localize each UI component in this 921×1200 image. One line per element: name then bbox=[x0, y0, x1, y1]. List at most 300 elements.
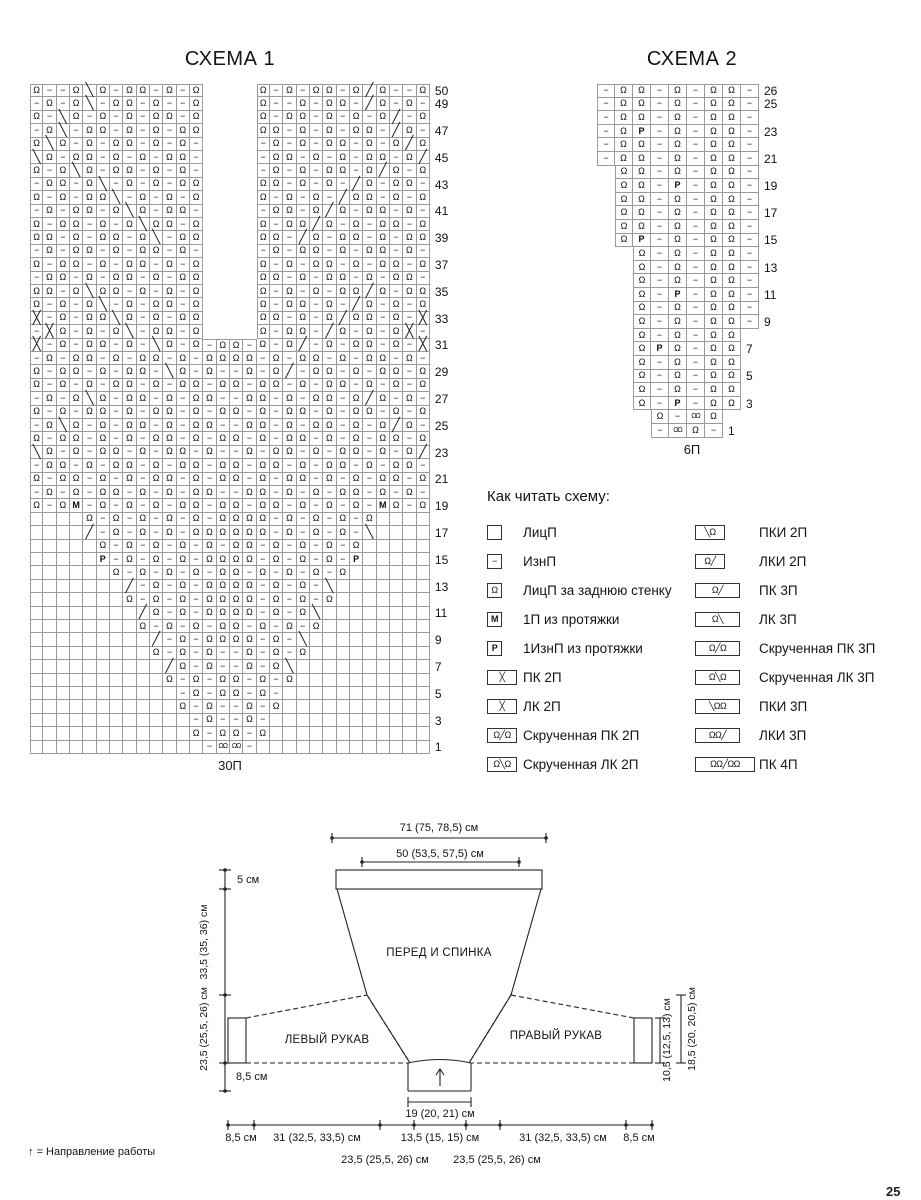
legend-symbol-cell bbox=[695, 728, 759, 743]
chart-cell: ╱ bbox=[363, 392, 376, 405]
chart-cell: Ω bbox=[230, 540, 243, 553]
chart-cell: Ω bbox=[243, 446, 256, 459]
chart-cell: Ω bbox=[615, 179, 633, 193]
chart-cell: Ω bbox=[633, 274, 651, 288]
chart-cell: Ω bbox=[123, 593, 136, 606]
chart-cell bbox=[110, 687, 123, 700]
chart-cell: ╲ bbox=[110, 312, 123, 325]
chart-cell: − bbox=[651, 234, 669, 248]
chart-cell: Ω bbox=[669, 206, 687, 220]
chart-cell: Ω bbox=[43, 124, 56, 137]
chart-cell: Ω bbox=[403, 446, 416, 459]
chart-cell bbox=[123, 674, 136, 687]
chart-cell: Ω bbox=[723, 152, 741, 166]
chart-cell bbox=[390, 674, 403, 687]
chart-cell bbox=[243, 298, 256, 311]
chart-cell: Ω bbox=[283, 258, 296, 271]
row-number: 17 bbox=[764, 206, 778, 221]
chart-cell: Ω bbox=[363, 325, 376, 338]
chart-cell bbox=[97, 700, 110, 713]
chart-cell: Ω bbox=[137, 231, 150, 244]
chart-cell: − bbox=[310, 540, 323, 553]
row-number: 19 bbox=[434, 499, 449, 514]
chart-cell: − bbox=[377, 459, 390, 472]
chart-cell: Ω bbox=[137, 285, 150, 298]
chart-cell: − bbox=[163, 647, 176, 660]
chart-cell: − bbox=[403, 406, 416, 419]
chart-cell bbox=[230, 298, 243, 311]
chart-cell: − bbox=[310, 553, 323, 566]
chart-cell: − bbox=[403, 312, 416, 325]
chart-cell: − bbox=[83, 446, 96, 459]
chart-cell: − bbox=[177, 339, 190, 352]
chart-cell bbox=[97, 580, 110, 593]
chart-cell: Ω bbox=[43, 231, 56, 244]
chart-cell: − bbox=[323, 526, 336, 539]
chart-cell: Ω bbox=[270, 580, 283, 593]
chart-cell bbox=[297, 741, 310, 754]
chart-cell bbox=[403, 700, 416, 713]
chart-cell: − bbox=[217, 660, 230, 673]
chart-cell: Ω bbox=[177, 593, 190, 606]
chart-cell bbox=[230, 205, 243, 218]
chart-cell bbox=[217, 218, 230, 231]
chart-cell: Ω bbox=[257, 285, 270, 298]
chart-cell: Ω bbox=[633, 193, 651, 207]
chart-cell: Ω bbox=[123, 124, 136, 137]
chart-cell: − bbox=[203, 473, 216, 486]
chart-cell: Ω bbox=[705, 166, 723, 180]
chart-cell: Ω bbox=[417, 231, 430, 244]
chart-cell: Ω bbox=[110, 526, 123, 539]
row-number: 25 bbox=[764, 97, 778, 112]
chart-cell: − bbox=[337, 298, 350, 311]
chart-cell: Ω bbox=[163, 419, 176, 432]
row-number: 29 bbox=[434, 365, 449, 380]
chart-cell: − bbox=[70, 124, 83, 137]
chart-cell bbox=[70, 580, 83, 593]
chart-cell: − bbox=[350, 245, 363, 258]
chart-cell: − bbox=[177, 687, 190, 700]
chart-cell: − bbox=[137, 473, 150, 486]
chart-cell: − bbox=[137, 325, 150, 338]
chart-cell: Ω bbox=[323, 178, 336, 191]
chart-cell: Ω bbox=[83, 352, 96, 365]
chart-cell: Ω bbox=[97, 406, 110, 419]
chart-cell bbox=[350, 727, 363, 740]
chart-cell bbox=[137, 674, 150, 687]
chart-cell bbox=[417, 687, 430, 700]
chart-cell: − bbox=[297, 205, 310, 218]
chart-cell bbox=[323, 620, 336, 633]
chart-cell: − bbox=[687, 342, 705, 356]
chart-cell: Ω bbox=[363, 191, 376, 204]
measure-hem-width: 19 (20, 21) см bbox=[405, 1108, 475, 1120]
row-number: 21 bbox=[764, 151, 778, 166]
chart-cell: − bbox=[230, 486, 243, 499]
chart-cell: − bbox=[137, 406, 150, 419]
chart-cell: ╱ bbox=[403, 138, 416, 151]
chart-cell: Ω bbox=[310, 513, 323, 526]
chart-cell bbox=[30, 674, 43, 687]
chart-cell: Ω bbox=[705, 152, 723, 166]
chart-cell: − bbox=[363, 419, 376, 432]
chart-cell: Ω bbox=[257, 499, 270, 512]
chart-cell: Ω bbox=[177, 446, 190, 459]
chart-cell: Ω bbox=[297, 245, 310, 258]
chart-cell: Ω bbox=[123, 499, 136, 512]
chart-cell: Ω bbox=[417, 191, 430, 204]
chart-cell: Ω bbox=[723, 274, 741, 288]
chart-cell bbox=[123, 700, 136, 713]
chart-cell: Ω bbox=[323, 138, 336, 151]
chart-cell: Ω bbox=[150, 124, 163, 137]
chart-cell bbox=[30, 620, 43, 633]
chart-cell: Ω bbox=[177, 138, 190, 151]
chart-cell: Ω bbox=[230, 607, 243, 620]
chart-cell: Ω bbox=[150, 352, 163, 365]
chart-cell: Ω bbox=[723, 247, 741, 261]
chart-cell: Ω bbox=[723, 193, 741, 207]
chart-cell: Ω bbox=[123, 97, 136, 110]
chart-cell bbox=[390, 727, 403, 740]
chart-cell: − bbox=[310, 580, 323, 593]
chart-cell: − bbox=[190, 700, 203, 713]
chart-cell: Ω bbox=[30, 432, 43, 445]
chart-cell: Ω bbox=[177, 660, 190, 673]
chart-cell: − bbox=[97, 151, 110, 164]
chart-cell: Ω bbox=[633, 220, 651, 234]
chart-cell bbox=[597, 315, 615, 329]
chart-cell: Ω bbox=[257, 84, 270, 97]
chart-cell: Ω bbox=[390, 178, 403, 191]
chart-cell: Ω bbox=[337, 566, 350, 579]
chart-cell bbox=[243, 245, 256, 258]
row-number: 9 bbox=[434, 633, 442, 648]
row-number: 15 bbox=[764, 233, 778, 248]
chart-cell: − bbox=[163, 124, 176, 137]
chart-cell: − bbox=[687, 111, 705, 125]
chart-cell bbox=[30, 714, 43, 727]
row-number: 11 bbox=[764, 287, 777, 302]
chart-cell: − bbox=[310, 432, 323, 445]
chart-cell: − bbox=[310, 272, 323, 285]
chart-cell: − bbox=[651, 274, 669, 288]
chart-cell: Ω bbox=[310, 151, 323, 164]
chart-cell: − bbox=[110, 258, 123, 271]
chart-cell: − bbox=[83, 419, 96, 432]
chart-cell: Ω bbox=[337, 352, 350, 365]
legend-symbol-cell bbox=[695, 757, 759, 772]
chart-cell: Ω bbox=[323, 379, 336, 392]
chart-cell bbox=[403, 647, 416, 660]
chart-cell: Ω bbox=[403, 205, 416, 218]
chart-cell: − bbox=[323, 566, 336, 579]
chart-cell: − bbox=[350, 325, 363, 338]
chart-cell bbox=[597, 206, 615, 220]
chart-cell bbox=[70, 674, 83, 687]
chart-cell bbox=[350, 741, 363, 754]
chart-cell bbox=[163, 700, 176, 713]
legend-item bbox=[695, 692, 917, 721]
row-number: 37 bbox=[434, 257, 449, 272]
chart-cell bbox=[403, 741, 416, 754]
chart-cell: Ω bbox=[390, 164, 403, 177]
chart-cell: ╲ bbox=[283, 660, 296, 673]
chart-cell: Ω bbox=[390, 473, 403, 486]
chart-cell: Ω bbox=[137, 620, 150, 633]
chart-cell: − bbox=[190, 365, 203, 378]
chart-cell: Ω bbox=[57, 365, 70, 378]
chart-cell: Ω bbox=[390, 312, 403, 325]
chart-cell: Ω bbox=[203, 446, 216, 459]
chart-cell bbox=[403, 674, 416, 687]
chart-cell: Ω bbox=[297, 218, 310, 231]
chart-cell: Ω bbox=[270, 151, 283, 164]
chart-cell: Ω bbox=[190, 218, 203, 231]
chart-cell bbox=[70, 513, 83, 526]
chart-cell: − bbox=[417, 178, 430, 191]
chart-cell: Ω bbox=[705, 247, 723, 261]
chart-cell: − bbox=[270, 392, 283, 405]
chart-cell bbox=[217, 84, 230, 97]
chart-cell: Ω bbox=[669, 138, 687, 152]
chart-cell: − bbox=[97, 513, 110, 526]
chart-cell: − bbox=[163, 593, 176, 606]
chart-cell: − bbox=[163, 312, 176, 325]
chart-cell: Ω bbox=[283, 566, 296, 579]
chart-cell bbox=[43, 540, 56, 553]
chart-cell: Ω bbox=[403, 392, 416, 405]
chart-cell: Ω bbox=[417, 406, 430, 419]
measure-body-lower: 23,5 (25,5, 26) см bbox=[198, 987, 210, 1071]
chart-cell: ╲ bbox=[57, 124, 70, 137]
chart-cell: Ω bbox=[203, 700, 216, 713]
chart-cell bbox=[30, 580, 43, 593]
chart-cell bbox=[597, 342, 615, 356]
chart-cell bbox=[403, 553, 416, 566]
chart-cell: Ω bbox=[230, 687, 243, 700]
chart-cell: − bbox=[43, 111, 56, 124]
chart-cell: − bbox=[257, 553, 270, 566]
chart-cell: − bbox=[363, 365, 376, 378]
chart-cell: Ω bbox=[150, 138, 163, 151]
row-number: 13 bbox=[434, 579, 449, 594]
chart-cell: Ω bbox=[57, 432, 70, 445]
chart-cell: Ω bbox=[83, 164, 96, 177]
legend-item bbox=[487, 518, 695, 547]
chart-cell bbox=[57, 660, 70, 673]
chart-cell: − bbox=[363, 499, 376, 512]
chart-cell: Ω bbox=[190, 674, 203, 687]
chart-cell bbox=[217, 138, 230, 151]
chart-cell bbox=[230, 325, 243, 338]
chart-cell: − bbox=[403, 473, 416, 486]
chart-cell bbox=[110, 674, 123, 687]
chart-cell: Ω bbox=[297, 553, 310, 566]
chart-cell: − bbox=[377, 272, 390, 285]
chart-cell: − bbox=[390, 486, 403, 499]
chart-cell: − bbox=[190, 151, 203, 164]
chart-cell: Ω bbox=[217, 607, 230, 620]
chart-cell bbox=[203, 325, 216, 338]
chart-cell: Ω bbox=[390, 339, 403, 352]
chart-cell: − bbox=[217, 540, 230, 553]
chart-cell: − bbox=[363, 432, 376, 445]
chart-cell bbox=[70, 526, 83, 539]
chart-cell: Ω bbox=[217, 580, 230, 593]
chart-cell: − bbox=[390, 205, 403, 218]
chart-cell bbox=[363, 647, 376, 660]
chart-cell bbox=[363, 674, 376, 687]
chart-cell: − bbox=[337, 540, 350, 553]
chart-cell: − bbox=[30, 325, 43, 338]
chart-cell bbox=[30, 513, 43, 526]
chart-cell: − bbox=[243, 499, 256, 512]
chart-cell: Ω bbox=[669, 152, 687, 166]
chart-cell bbox=[403, 714, 416, 727]
chart-cell: Ω bbox=[217, 687, 230, 700]
chart-cell bbox=[417, 513, 430, 526]
chart-cell: − bbox=[70, 178, 83, 191]
chart-cell: − bbox=[377, 298, 390, 311]
chart-cell: − bbox=[297, 151, 310, 164]
chart-cell: Ω bbox=[163, 298, 176, 311]
chart-cell: Ω bbox=[150, 432, 163, 445]
chart-cell: ╲ bbox=[150, 231, 163, 244]
chart-cell: Ω bbox=[615, 152, 633, 166]
chart-cell: Ω bbox=[123, 459, 136, 472]
chart-cell bbox=[597, 397, 615, 411]
chart-cell: − bbox=[651, 166, 669, 180]
chart-cell: − bbox=[150, 446, 163, 459]
chart-cell: − bbox=[283, 553, 296, 566]
chart-cell: Ω bbox=[270, 593, 283, 606]
chart-cell: Ω bbox=[310, 84, 323, 97]
chart-cell: Ω bbox=[257, 566, 270, 579]
chart-cell: Ω bbox=[705, 138, 723, 152]
chart-cell: Ω bbox=[190, 727, 203, 740]
chart-cell: − bbox=[377, 178, 390, 191]
chart-cell: − bbox=[97, 97, 110, 110]
chart-cell: Ω bbox=[323, 218, 336, 231]
chart-cell: Ω bbox=[270, 660, 283, 673]
chart-cell: − bbox=[297, 84, 310, 97]
legend-item bbox=[487, 750, 695, 779]
chart-cell bbox=[615, 397, 633, 411]
chart-cell: ╲ bbox=[110, 191, 123, 204]
chart-cell bbox=[403, 593, 416, 606]
chart-cell: − bbox=[270, 566, 283, 579]
chart-cell bbox=[377, 714, 390, 727]
chart-cell: − bbox=[310, 97, 323, 110]
chart-cell: Ω bbox=[243, 633, 256, 646]
chart-cell: Ω bbox=[217, 526, 230, 539]
chart-cell bbox=[377, 660, 390, 673]
chart-cell: Ω bbox=[43, 272, 56, 285]
chart-cell: Ω bbox=[83, 298, 96, 311]
chart-cell: − bbox=[651, 179, 669, 193]
chart-cell: − bbox=[30, 352, 43, 365]
chart-cell: Ω bbox=[350, 365, 363, 378]
chart-cell: − bbox=[257, 647, 270, 660]
chart-cell: Ω bbox=[177, 205, 190, 218]
chart-cell: Ω bbox=[283, 218, 296, 231]
chart-cell: Ω bbox=[163, 151, 176, 164]
chart-cell: − bbox=[110, 218, 123, 231]
chart-cell: Ω bbox=[190, 272, 203, 285]
chart-cell bbox=[83, 727, 96, 740]
chart-cell: Ω bbox=[363, 151, 376, 164]
chart-cell bbox=[217, 258, 230, 271]
chart-cell: Ω bbox=[137, 513, 150, 526]
chart-cell bbox=[337, 607, 350, 620]
measure-hem-height: 8,5 см bbox=[236, 1071, 268, 1083]
chart-cell: − bbox=[243, 687, 256, 700]
chart-cell bbox=[243, 285, 256, 298]
chart-cell: Ω bbox=[190, 285, 203, 298]
chart-cell: Ω bbox=[323, 97, 336, 110]
chart-cell: − bbox=[417, 392, 430, 405]
chart-cell: − bbox=[310, 124, 323, 137]
stitch-symbol-icon: ╲Ω bbox=[695, 525, 725, 540]
chart-cell: Ω bbox=[230, 580, 243, 593]
chart-cell: Ω bbox=[723, 179, 741, 193]
chart-cell: Ω bbox=[97, 191, 110, 204]
chart-cell: ╱ bbox=[417, 151, 430, 164]
chart-cell: Ω bbox=[230, 473, 243, 486]
chart-cell: Ω bbox=[137, 526, 150, 539]
chart-cell: − bbox=[390, 446, 403, 459]
chart-cell: − bbox=[337, 178, 350, 191]
chart-cell bbox=[377, 647, 390, 660]
chart-cell: Ω bbox=[203, 526, 216, 539]
chart-cell: − bbox=[97, 352, 110, 365]
chart-cell: − bbox=[177, 566, 190, 579]
measure-bottom-5: 8,5 см bbox=[623, 1132, 655, 1144]
chart-cell: − bbox=[150, 419, 163, 432]
chart-cell: − bbox=[243, 339, 256, 352]
legend-label: ЛКИ 2П bbox=[759, 554, 807, 569]
stitch-symbol-icon bbox=[487, 525, 502, 540]
row-number: 43 bbox=[434, 177, 449, 192]
chart-cell: Ω bbox=[615, 125, 633, 139]
chart-cell: − bbox=[123, 231, 136, 244]
chart-cell: Ω bbox=[337, 272, 350, 285]
chart-cell: Ω bbox=[230, 499, 243, 512]
chart-cell: Ω bbox=[243, 419, 256, 432]
chart-cell: − bbox=[337, 111, 350, 124]
chart-cell: M bbox=[377, 499, 390, 512]
stitch-symbol-icon: ╲ΩΩ bbox=[695, 699, 740, 714]
chart-cell: − bbox=[283, 593, 296, 606]
chart-cell: Ω bbox=[190, 620, 203, 633]
chart-cell bbox=[350, 687, 363, 700]
chart-cell: ╲ bbox=[43, 138, 56, 151]
chart-cell: Ω bbox=[203, 486, 216, 499]
chart-cell: Ω bbox=[177, 580, 190, 593]
chart-cell: Ω bbox=[417, 499, 430, 512]
chart-cell: Ω bbox=[83, 379, 96, 392]
chart-cell: − bbox=[310, 325, 323, 338]
work-direction-arrow-icon: ↑ bbox=[28, 1146, 34, 1158]
chart-cell: Ω bbox=[669, 370, 687, 384]
chart-cell: Ω bbox=[705, 288, 723, 302]
chart-cell: Ω bbox=[323, 473, 336, 486]
chart-cell bbox=[43, 687, 56, 700]
chart-cell: − bbox=[203, 566, 216, 579]
chart-cell: Ω bbox=[283, 298, 296, 311]
